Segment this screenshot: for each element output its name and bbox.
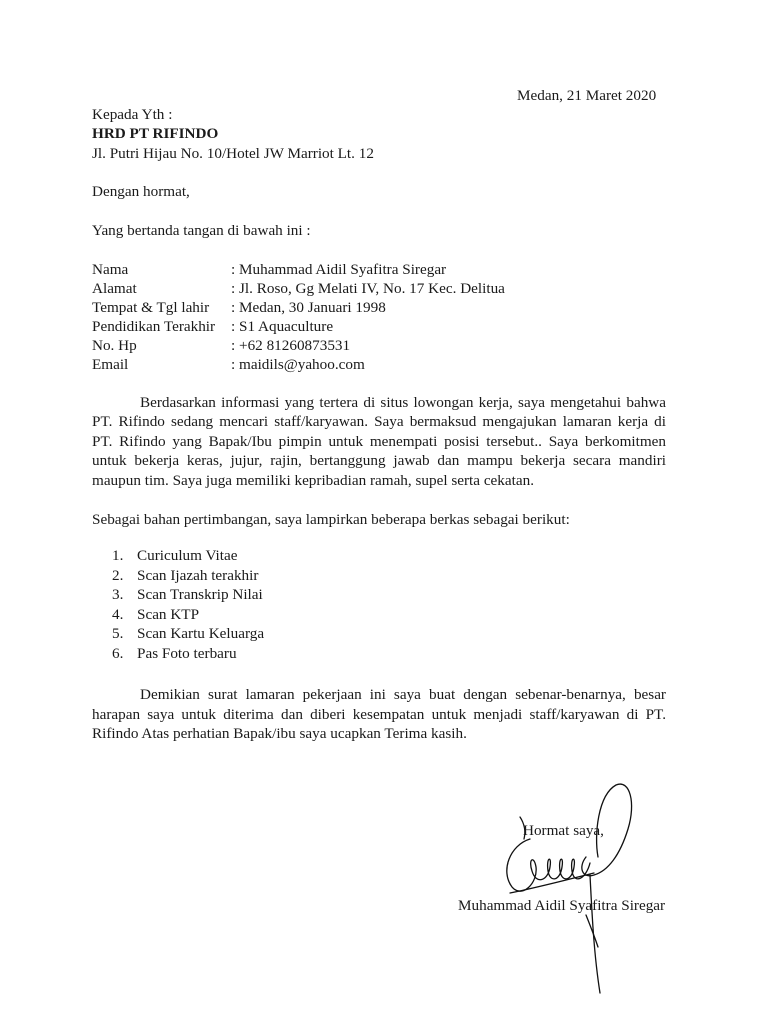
closing-paragraph: Demikian surat lamaran pekerjaan ini saya buat dengan sebenar-benarnya, besar harapan saya untuk diterima dan diberi kesempatan untuk menjadi staff/karyawan di PT. Rifindo Atas perhatian Bapak/ibu saya ucapkan Terima kasih.: [92, 686, 666, 743]
identity-value-nama: : Muhammad Aidil Syafitra Siregar: [231, 261, 447, 278]
attachment-list: [112, 546, 264, 664]
identity-value-tempat-tgl-lahir: : Medan, 30 Januari 1998: [231, 299, 386, 316]
closing-paragraph-block: [92, 685, 666, 744]
list-item-text: Curiculum Vitae: [137, 547, 238, 564]
signature-underline: [510, 873, 594, 893]
identity-label-pendidikan: Pendidikan Terakhir: [92, 318, 216, 335]
identity-label-nama: Nama: [92, 261, 129, 278]
list-item: [112, 624, 264, 644]
closing-salutation: Hormat saya,: [523, 822, 604, 839]
greeting: Dengan hormat,: [92, 183, 190, 200]
letter-date: Medan, 21 Maret 2020: [517, 87, 657, 104]
body-paragraph: Berdasarkan informasi yang tertera di situs lowongan kerja, saya mengetahui bahwa PT. Rifindo sedang mencari staff/karyawan. Saya bermaksud mengajukan lamaran kerja di PT. Rifindo yang Bapak/Ibu pimpin untuk menempati posisi tersebut.. Saya berkomitmen untuk bekerja keras, jujur, rajin, bertanggung jawab dan mampu bekerja secara mandiri maupun tim. Saya juga memiliki kepribadian ramah, supel serta cekatan.: [92, 394, 666, 489]
list-item-number: 4.: [112, 605, 124, 623]
recipient-name: HRD PT RIFINDO: [92, 125, 219, 142]
list-item-text: Scan Ijazah terakhir: [137, 566, 259, 584]
intro-line: Yang bertanda tangan di bawah ini :: [92, 222, 311, 239]
identity-label-tempat-tgl-lahir: Tempat & Tgl lahir: [92, 299, 210, 316]
attachments-intro: Sebagai bahan pertimbangan, saya lampirkan beberapa berkas sebagai berikut:: [92, 511, 570, 528]
list-item-number: 1.: [112, 547, 124, 564]
list-item-text: Pas Foto terbaru: [137, 644, 237, 662]
identity-label-no-hp: No. Hp: [92, 337, 137, 354]
list-item-number: 5.: [112, 625, 124, 643]
list-item-text: Scan KTP: [137, 605, 200, 623]
identity-label-email: Email: [92, 356, 129, 373]
recipient-address: Jl. Putri Hijau No. 10/Hotel JW Marriot Lt. 12: [92, 145, 374, 162]
signature-descender: [590, 875, 600, 993]
list-item: [112, 566, 264, 586]
identity-value-pendidikan: : S1 Aquaculture: [231, 318, 334, 335]
list-item: [112, 546, 264, 566]
list-item: [112, 585, 264, 605]
list-item: [112, 644, 264, 664]
signer-name: Muhammad Aidil Syafitra Siregar: [458, 897, 666, 914]
handwritten-signature: [490, 775, 650, 995]
list-item-number: 6.: [112, 644, 124, 662]
signature-scribble: [507, 839, 590, 891]
identity-value-no-hp: : +62 81260873531: [231, 337, 351, 354]
identity-value-alamat: : Jl. Roso, Gg Melati IV, No. 17 Kec. Delitua: [231, 280, 505, 297]
list-item-number: 2.: [112, 566, 124, 584]
identity-label-alamat: Alamat: [92, 280, 137, 297]
identity-value-email: : maidils@yahoo.com: [231, 356, 365, 373]
body-paragraph-block: [92, 393, 666, 490]
list-item-number: 3.: [112, 586, 124, 604]
list-item-text: Scan Kartu Keluarga: [137, 625, 265, 643]
list-item-text: Scan Transkrip Nilai: [137, 586, 263, 604]
recipient-salutation: Kepada Yth :: [92, 106, 173, 123]
list-item: [112, 605, 264, 625]
